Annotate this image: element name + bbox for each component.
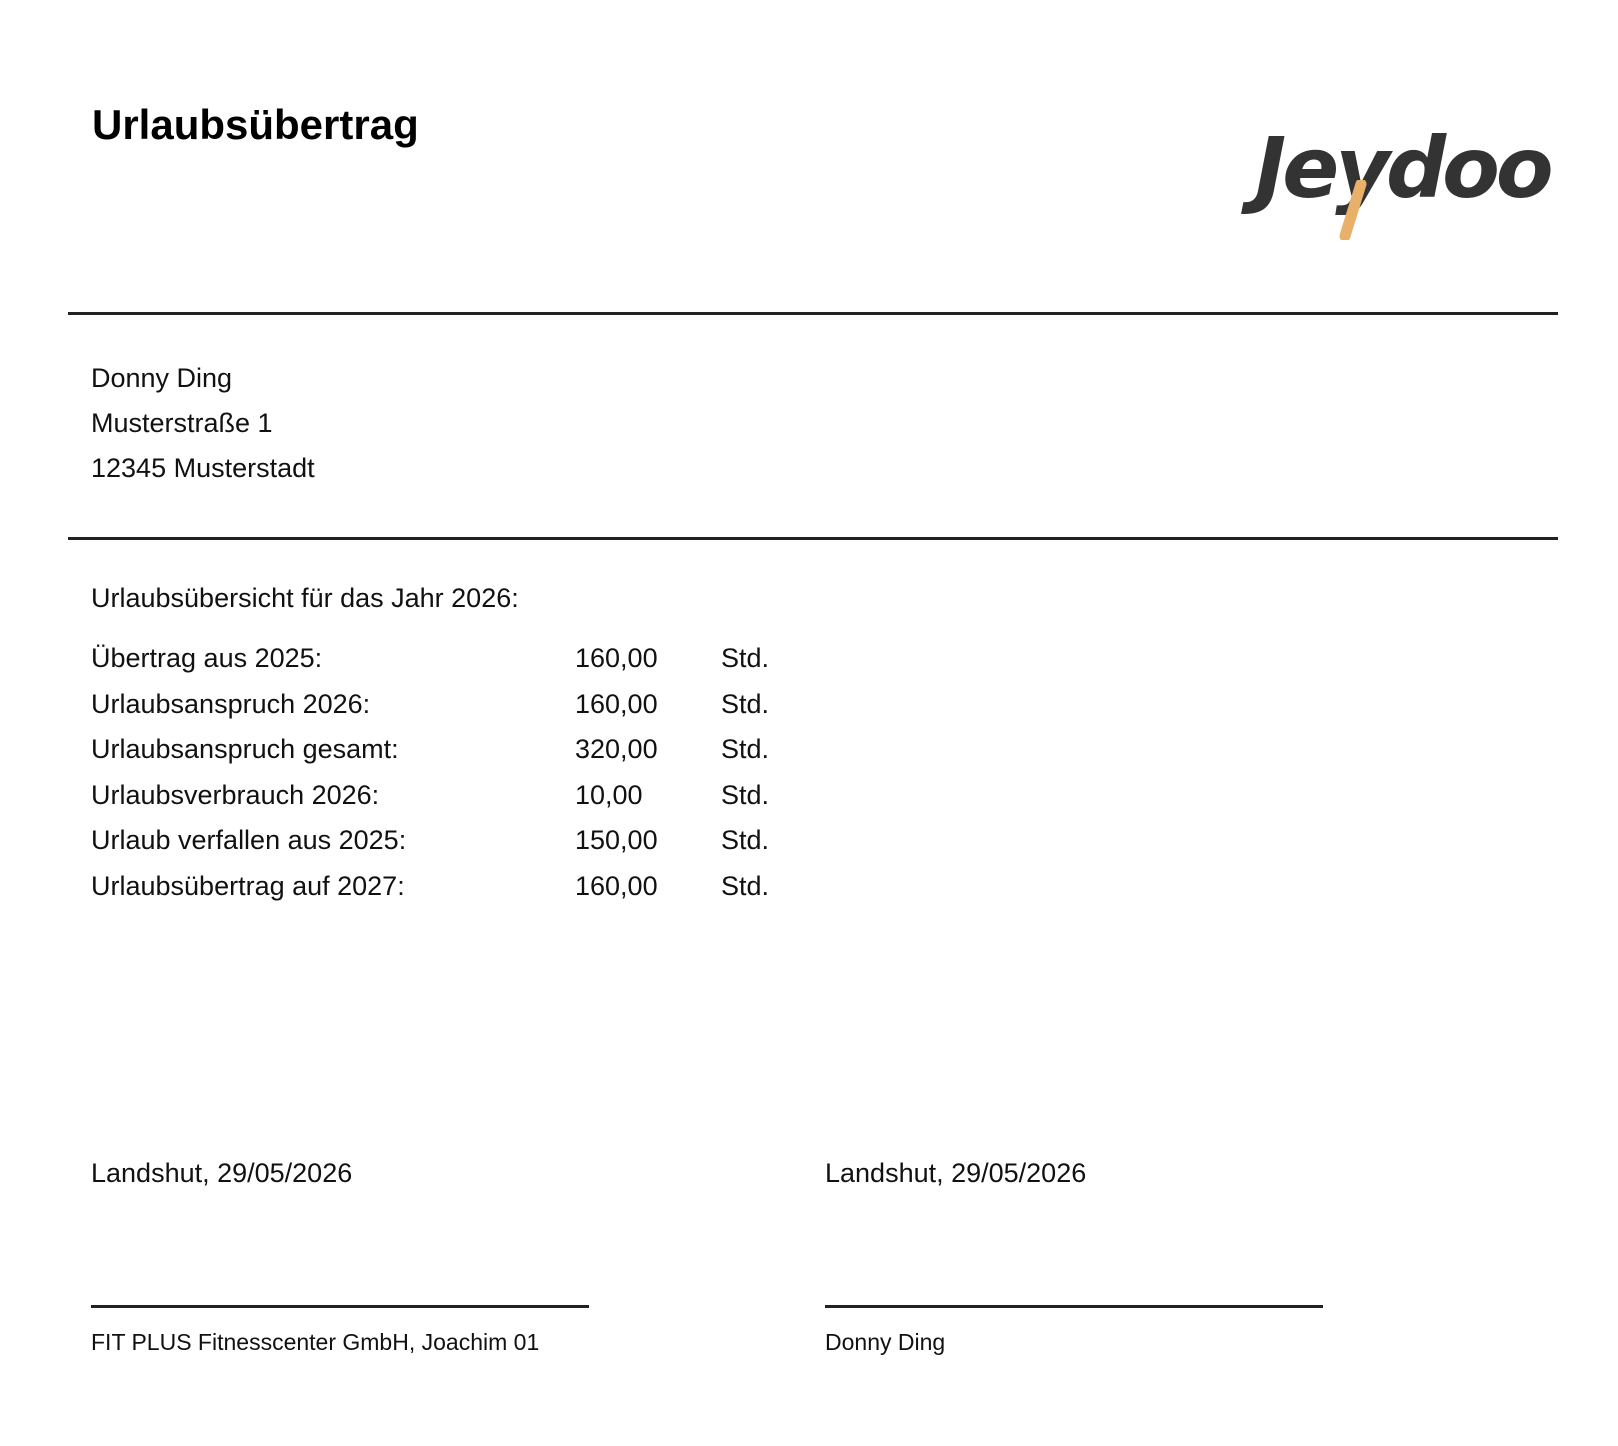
- employee-signatory: Donny Ding: [825, 1329, 946, 1355]
- balance-label: Urlaubsübertrag auf 2027:: [91, 870, 405, 901]
- balance-value: 160,00: [575, 870, 658, 901]
- employer-signature-line: [91, 1305, 589, 1308]
- balance-label: Urlaubsanspruch 2026:: [91, 688, 371, 719]
- balance-unit: Std.: [721, 688, 770, 719]
- balance-label: Übertrag aus 2025:: [91, 643, 323, 673]
- employee-place-date: Landshut, 29/05/2026: [825, 1158, 1087, 1188]
- company-logo: [1255, 118, 1550, 248]
- balance-value: 10,00: [575, 779, 643, 810]
- balance-unit: Std.: [721, 779, 770, 810]
- balance-unit: Std.: [721, 643, 770, 673]
- recipient-city: 12345 Musterstadt: [91, 453, 315, 483]
- recipient-street: Musterstraße 1: [91, 408, 273, 438]
- recipient-address: [91, 356, 315, 491]
- employer-place-date: Landshut, 29/05/2026: [91, 1158, 353, 1188]
- logo-wordmark: Jeydoo: [1255, 119, 1550, 217]
- balance-value: 160,00: [575, 643, 658, 673]
- balance-label: Urlaub verfallen aus 2025:: [91, 825, 407, 855]
- header-divider: [68, 312, 1558, 315]
- logo-accent-stroke: [1339, 180, 1399, 240]
- employer-signatory: FIT PLUS Fitnesscenter GmbH, Joachim 01: [91, 1329, 540, 1355]
- overview-heading: Urlaubsübersicht für das Jahr 2026:: [91, 583, 519, 613]
- balance-unit: Std.: [721, 825, 770, 855]
- balance-value: 320,00: [575, 734, 658, 764]
- balance-value: 160,00: [575, 688, 658, 719]
- balance-value: 150,00: [575, 825, 658, 855]
- recipient-name: Donny Ding: [91, 363, 233, 393]
- address-divider: [68, 537, 1558, 540]
- balance-unit: Std.: [721, 870, 770, 901]
- document-title: Urlaubsübertrag: [92, 101, 419, 148]
- balance-label: Urlaubsanspruch gesamt:: [91, 734, 399, 764]
- employee-signature-line: [825, 1305, 1323, 1308]
- balance-label: Urlaubsverbrauch 2026:: [91, 779, 380, 810]
- balance-unit: Std.: [721, 734, 770, 764]
